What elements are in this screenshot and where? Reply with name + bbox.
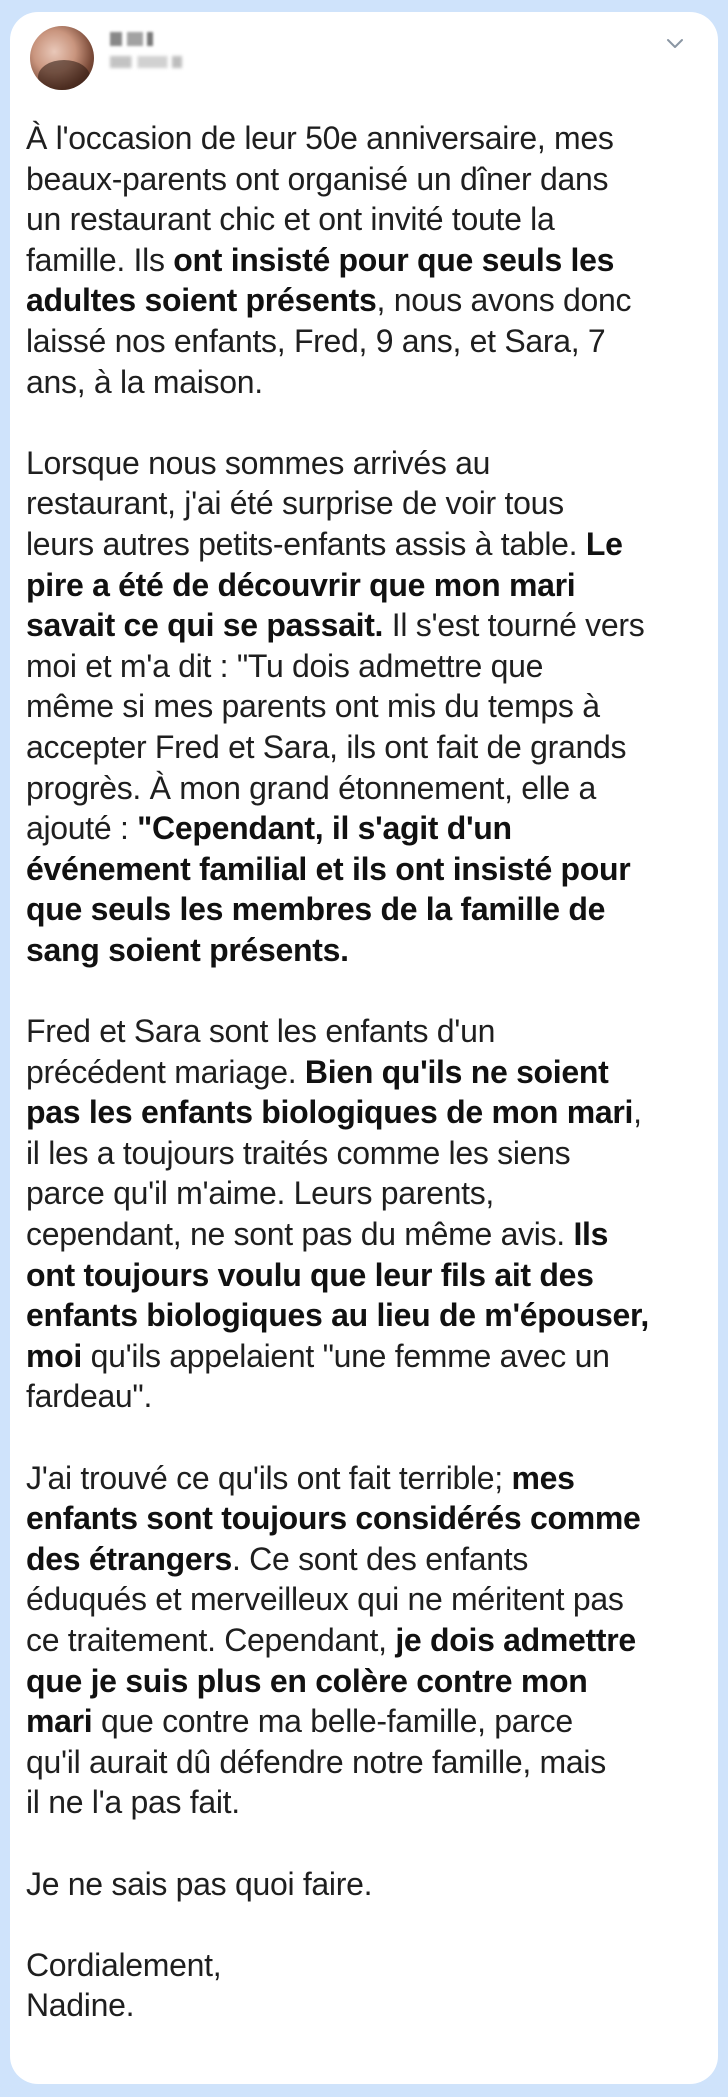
post-paragraph: [26, 1864, 696, 1905]
text-segment: même si mes parents ont mis du temps à: [26, 688, 600, 725]
text-segment: moi et m'a dit : "Tu dois admettre que: [26, 647, 544, 684]
emphasized-text: ont insisté pour que seuls les: [173, 241, 615, 278]
text-segment: Il s'est tourné vers: [383, 607, 645, 644]
text-segment: qu'ils appelaient "une femme avec un: [82, 1337, 610, 1374]
text-segment: parce qu'il m'aime. Leurs parents,: [26, 1175, 495, 1212]
text-segment: Nadine.: [26, 1987, 135, 2024]
emphasized-text: mes: [511, 1459, 575, 1496]
text-segment: Cordialement,: [26, 1946, 222, 1983]
text-segment: restaurant, j'ai été surprise de voir tous: [26, 485, 564, 522]
text-segment: progrès. À mon grand étonnement, elle a: [26, 769, 596, 806]
text-segment: beaux-parents ont organisé un dîner dans: [26, 160, 609, 197]
text-segment: J'ai trouvé ce qu'ils ont fait terrible;: [26, 1459, 512, 1496]
text-segment: . Ce sont des enfants: [231, 1540, 529, 1577]
text-segment: éduqués et merveilleux qui ne méritent pas: [26, 1581, 624, 1618]
text-segment: famille. Ils: [26, 241, 174, 278]
text-segment: fardeau".: [26, 1378, 153, 1415]
emphasized-text: enfants sont toujours considérés comme: [26, 1500, 641, 1537]
post-paragraph: [26, 118, 696, 402]
avatar[interactable]: [30, 26, 94, 90]
emphasized-text: enfants biologiques au lieu de m'épouser,: [26, 1297, 649, 1334]
emphasized-text: mari: [26, 1703, 93, 1740]
emphasized-text: Le: [585, 525, 623, 562]
emphasized-text: "Cependant, il s'agit d'un: [137, 810, 512, 847]
emphasized-text: adultes soient présents: [26, 282, 377, 319]
text-segment: ajouté :: [26, 810, 138, 847]
text-segment: leurs autres petits-enfants assis à table.: [26, 525, 586, 562]
text-segment: ce traitement. Cependant,: [26, 1621, 396, 1658]
emphasized-text: que seuls les membres de la famille de: [26, 891, 606, 928]
display-name[interactable]: [110, 32, 170, 46]
emphasized-text: Ils: [573, 1216, 609, 1253]
emphasized-text: Bien qu'ils ne soient: [304, 1053, 609, 1090]
text-segment: Fred et Sara sont les enfants d'un: [26, 1013, 496, 1050]
post-card: [10, 12, 718, 2084]
emphasized-text: pas les enfants biologiques de mon mari: [26, 1094, 634, 1131]
chevron-down-icon[interactable]: [666, 38, 684, 52]
text-segment: Je ne sais pas quoi faire.: [26, 1865, 373, 1902]
emphasized-text: pire a été de découvrir que mon mari: [26, 566, 576, 603]
text-segment: Lorsque nous sommes arrivés au: [26, 444, 491, 481]
text-segment: , nous avons donc: [376, 282, 632, 319]
text-segment: ,: [633, 1094, 642, 1131]
text-segment: que contre ma belle-famille, parce: [92, 1703, 573, 1740]
post-text: [26, 118, 696, 2026]
text-segment: cependant, ne sont pas du même avis.: [26, 1216, 574, 1253]
text-segment: À l'occasion de leur 50e anniversaire, mes: [26, 120, 614, 156]
post-paragraph: [26, 1458, 696, 1823]
text-segment: accepter Fred et Sara, ils ont fait de grands: [26, 728, 627, 765]
emphasized-text: moi: [26, 1337, 82, 1374]
post-paragraph: [26, 443, 696, 971]
emphasized-text: je dois admettre: [395, 1621, 636, 1658]
text-segment: un restaurant chic et ont invité toute la: [26, 201, 555, 238]
emphasized-text: sang soient présents.: [26, 931, 349, 968]
post-paragraph: [26, 1945, 696, 2026]
text-segment: laissé nos enfants, Fred, 9 ans, et Sara, 7: [26, 322, 606, 359]
text-segment: ans, à la maison.: [26, 363, 263, 400]
user-handle[interactable]: [110, 56, 182, 68]
post-paragraph: [26, 1011, 696, 1417]
text-segment: qu'il aurait dû défendre notre famille, mais: [26, 1743, 606, 1780]
text-segment: il les a toujours traités comme les siens: [26, 1134, 571, 1171]
emphasized-text: des étrangers: [26, 1540, 232, 1577]
emphasized-text: savait ce qui se passait.: [26, 607, 384, 644]
emphasized-text: ont toujours voulu que leur fils ait des: [26, 1256, 594, 1293]
author-info[interactable]: [110, 32, 182, 68]
emphasized-text: événement familial et ils ont insisté pour: [26, 850, 631, 887]
text-segment: il ne l'a pas fait.: [26, 1784, 240, 1821]
emphasized-text: que je suis plus en colère contre mon: [26, 1662, 588, 1699]
text-segment: précédent mariage.: [26, 1053, 305, 1090]
